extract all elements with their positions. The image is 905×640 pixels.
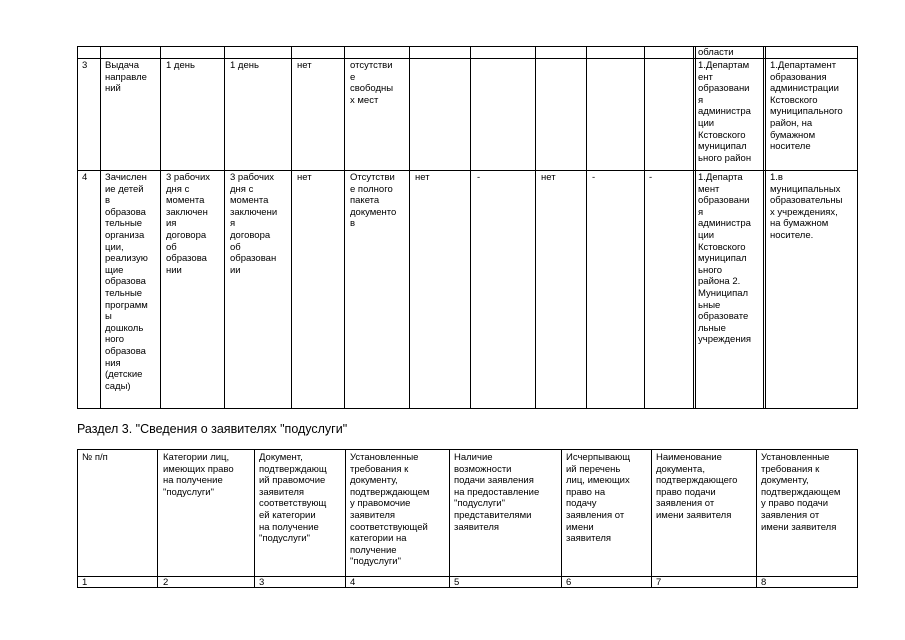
- result-method: 1.в муниципальных образовательны х учреждениях, на бумажном носителе.: [770, 172, 843, 241]
- section-heading: Раздел 3. "Сведения о заявителях "подуслуги": [77, 422, 348, 436]
- term-regular: 3 рабочих дня с момента заключен ия договора об образова нии: [166, 172, 211, 276]
- term-regular: 1 день: [166, 60, 195, 71]
- column-number: 2: [163, 577, 169, 588]
- top-row-application-method-cell: области: [698, 47, 734, 58]
- header-applicant-categories: Категории лиц, имеющих право на получение "подуслуги": [163, 452, 234, 498]
- fee-kbk: -: [649, 172, 653, 183]
- application-method: 1.Департам ент образовани я администра ции Кстовского муниципал ьного район: [698, 60, 752, 164]
- row-number: 4: [82, 172, 88, 183]
- header-row-number: № п/п: [82, 452, 108, 463]
- result-method: 1.Департамент образования администрации Кстовского муниципального район, на бумажном носителе: [770, 60, 843, 153]
- header-representatives-possible: Наличие возможности подачи заявления на предоставление "подуслуги" представителями заявителя: [454, 452, 540, 533]
- header-authority-document-requirements: Установленные требования к документу, подтверждающем у правомочие заявителя соответствующей категории на получение "подуслуги": [350, 452, 430, 568]
- refusal-service-grounds: Отсутстви е полного пакета документо в: [350, 172, 397, 230]
- application-method: 1.Департа мент образовани я администра ции Кстовского муниципал ьного района 2. Муниципал ьные образовате льные учреждения: [698, 172, 752, 346]
- column-number: 3: [259, 577, 265, 588]
- term-other: 3 рабочих дня с момента заключени я договора об образован ии: [230, 172, 278, 276]
- fee-present: нет: [541, 172, 556, 183]
- column-number: 6: [566, 577, 572, 588]
- suspension-term: -: [477, 172, 481, 183]
- column-number: 5: [454, 577, 460, 588]
- refusal-accept-grounds: нет: [297, 60, 312, 71]
- refusal-accept-grounds: нет: [297, 172, 312, 183]
- service-name: Зачислен ие детей в образова тельные организа ции, реализую щие образова тельные программ ы дошколь ного образова ния (детские сады): [105, 172, 148, 392]
- column-number: 1: [82, 577, 88, 588]
- suspension-grounds: нет: [415, 172, 430, 183]
- refusal-service-grounds: отсутстви е свободны х мест: [350, 60, 394, 106]
- header-representative-document-requirements: Установленные требования к документу, подтверждающем у право подачи заявления от имени заявителя: [761, 452, 841, 533]
- header-authority-document: Документ, подтверждающ ий правомочие заявителя соответствующ ей категории на получение "подуслуги": [259, 452, 327, 545]
- row-number: 3: [82, 60, 88, 71]
- column-number: 7: [656, 577, 662, 588]
- column-number: 8: [761, 577, 767, 588]
- header-representative-document: Наименование документа, подтверждающего право подачи заявления от имени заявителя: [656, 452, 738, 521]
- fee-details: -: [592, 172, 596, 183]
- column-number: 4: [350, 577, 356, 588]
- header-representatives-list: Исчерпывающ ий перечень лиц, имеющих право на подачу заявления от имени заявителя: [566, 452, 631, 545]
- term-other: 1 день: [230, 60, 259, 71]
- service-name: Выдача направле ний: [105, 60, 147, 95]
